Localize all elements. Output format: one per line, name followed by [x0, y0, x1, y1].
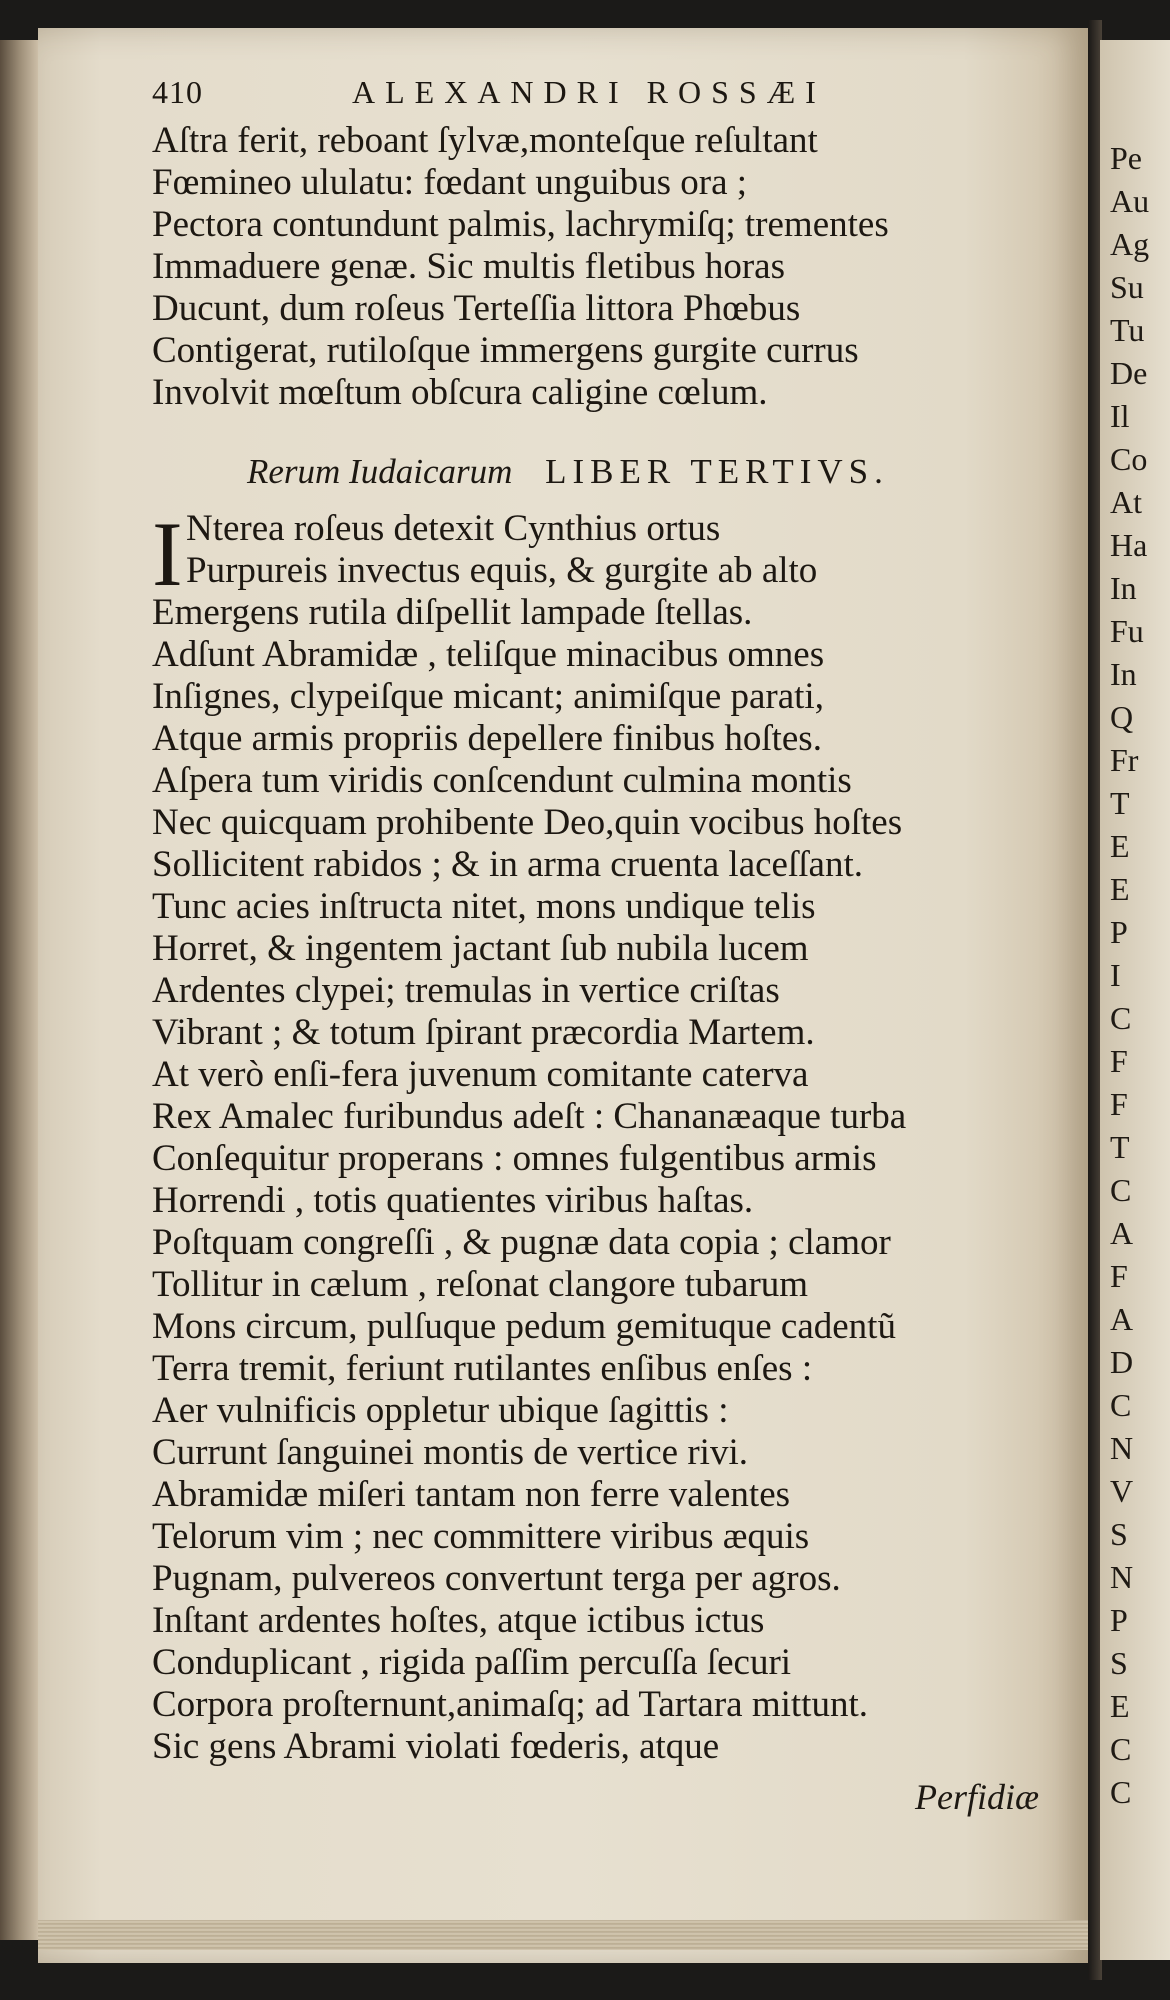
facing-page-line-fragment: F — [1110, 1086, 1128, 1122]
facing-page-line-fragment: N — [1110, 1559, 1134, 1595]
verse-line: Ardentes clypei; tremulas in vertice criſtas — [152, 970, 780, 1011]
verse-line: Nec quicquam prohibente Deo,quin vocibus hoſtes — [152, 802, 903, 843]
verse-line: Poſtquam congreſſi , & pugnæ data copia ; clamor — [152, 1222, 891, 1263]
verse-line: At verò enſi-fera juvenum comitante caterva — [152, 1054, 809, 1095]
facing-page-line-fragment: S — [1110, 1645, 1128, 1681]
facing-page-line-fragment: V — [1110, 1473, 1134, 1509]
facing-page-line-fragment: At — [1110, 484, 1142, 520]
facing-page-line-fragment: Fu — [1110, 613, 1144, 649]
verse-line: Aer vulnificis oppletur ubique ſagittis : — [152, 1390, 729, 1431]
facing-page-line-fragment: De — [1110, 355, 1148, 391]
verse-line: Nterea roſeus detexit Cynthius ortus — [186, 508, 721, 549]
page-bottom-edges — [38, 1920, 1090, 1950]
verse-block-main — [152, 503, 1092, 1768]
facing-page-edge — [1100, 40, 1170, 1960]
facing-page-line-fragment: C — [1110, 1731, 1132, 1767]
facing-page-line-fragment: C — [1110, 1000, 1132, 1036]
verse-line: Purpureis invectus equis, & gurgite ab alto — [186, 550, 818, 591]
facing-page-line-fragment: C — [1110, 1172, 1132, 1208]
page-number: 410 — [152, 74, 203, 110]
facing-page-line-fragment: P — [1110, 1602, 1128, 1638]
drop-capital: I — [152, 503, 183, 605]
facing-page-line-fragment: Il — [1110, 398, 1130, 434]
facing-page-line-fragment: Ha — [1110, 527, 1148, 563]
facing-page-line-fragment: C — [1110, 1774, 1132, 1810]
verse-line: Inſtant ardentes hoſtes, atque ictibus ictus — [152, 1600, 765, 1641]
facing-page-line-fragment: I — [1110, 957, 1121, 993]
facing-page-line-fragment: In — [1110, 656, 1137, 692]
facing-page-line-fragment: E — [1110, 1688, 1130, 1724]
facing-page-line-fragment: D — [1110, 1344, 1134, 1380]
verse-line: Abramidæ miſeri tantam non ferre valentes — [152, 1474, 791, 1515]
facing-page-line-fragment: A — [1110, 1301, 1134, 1337]
facing-page-line-fragment: E — [1110, 828, 1130, 864]
running-head-title: ALEXANDRI ROSSÆI — [352, 74, 826, 110]
facing-page-line-fragment: A — [1110, 1215, 1134, 1251]
page-text — [152, 70, 1092, 1818]
verse-line: Fœmineo ululatu: fœdant unguibus ora ; — [152, 162, 748, 203]
verse-line: Telorum vim ; nec committere viribus æquis — [152, 1516, 810, 1557]
facing-page-line-fragment: Fr — [1110, 742, 1139, 778]
facing-page-line-fragment: Ag — [1110, 226, 1150, 262]
verse-line: Atque armis propriis depellere finibus hoſtes. — [152, 718, 822, 759]
facing-page-line-fragment: E — [1110, 871, 1130, 907]
verse-line: Horret, & ingentem jactant ſub nubila lucem — [152, 928, 809, 969]
verse-line: Immaduere genæ. Sic multis fletibus horas — [152, 246, 785, 287]
facing-page-line-fragment: C — [1110, 1387, 1132, 1423]
verse-line: Currunt ſanguinei montis de vertice rivi. — [152, 1432, 748, 1473]
verse-line: Mons circum, pulſuque pedum gemituque cadentũ — [152, 1306, 896, 1347]
facing-page-line-fragment: T — [1110, 785, 1130, 821]
facing-page-line-fragment: Su — [1110, 269, 1144, 305]
verse-line: Conduplicant , rigida paſſim percuſſa ſecuri — [152, 1642, 792, 1683]
verse-line: Horrendi , totis quatientes viribus haſtas. — [152, 1180, 754, 1221]
verse-line: Ducunt, dum roſeus Terteſſia littora Phœbus — [152, 288, 801, 329]
verse-line: Tunc acies inſtructa nitet, mons undique telis — [152, 886, 816, 927]
running-head — [152, 70, 1092, 120]
facing-page-line-fragment: Q — [1110, 699, 1134, 735]
facing-page-line-fragment: S — [1110, 1516, 1128, 1552]
facing-page-line-fragment: P — [1110, 914, 1128, 950]
facing-page-line-fragment: Tu — [1110, 312, 1145, 348]
facing-page-line-fragment: F — [1110, 1258, 1128, 1294]
facing-page-line-fragment: F — [1110, 1043, 1128, 1079]
facing-page-line-fragment: Co — [1110, 441, 1148, 477]
verse-line: Aſtra ferit, reboant ſylvæ,monteſque reſultant — [152, 120, 818, 161]
verse-line: Conſequitur properans : omnes fulgentibus armis — [152, 1138, 877, 1179]
verse-line: Corpora proſternunt,animaſq; ad Tartara mittunt. — [152, 1684, 868, 1725]
verse-line: Sollicitent rabidos ; & in arma cruenta laceſſant. — [152, 844, 863, 885]
verse-line: Adſunt Abramidæ , teliſque minacibus omnes — [152, 634, 825, 675]
facing-page-line-fragment: Au — [1110, 183, 1150, 219]
facing-page-line-fragment: Pe — [1110, 140, 1142, 176]
verse-line: Aſpera tum viridis conſcendunt culmina montis — [152, 760, 852, 801]
verse-line: Vibrant ; & totum ſpirant præcordia Martem. — [152, 1012, 815, 1053]
verse-line: Involvit mœſtum obſcura caligine cœlum. — [152, 372, 768, 413]
verse-line: Sic gens Abrami violati fœderis, atque — [152, 1726, 720, 1767]
book-heading — [247, 452, 1092, 492]
book-heading-caps: LIBER TERTIVS. — [545, 452, 889, 491]
facing-page-line-fragment: In — [1110, 570, 1137, 606]
verse-line: Contigerat, rutiloſque immergens gurgite currus — [152, 330, 859, 371]
verse-line: Pectora contundunt palmis, lachrymiſq; trementes — [152, 204, 889, 245]
verse-line: Emergens rutila diſpellit lampade ſtellas. — [152, 592, 753, 633]
verse-line: Inſignes, clypeiſque micant; animiſque parati, — [152, 676, 824, 717]
verse-line: Pugnam, pulvereos convertunt terga per agros. — [152, 1558, 841, 1599]
verse-line: Rex Amalec furibundus adeſt : Chananæaque turba — [152, 1096, 907, 1137]
verse-block-top — [152, 120, 1092, 414]
facing-page-line-fragment: T — [1110, 1129, 1130, 1165]
book-heading-italic: Rerum Iudaicarum — [247, 452, 513, 491]
catchword: Perfidiæ — [915, 1777, 1039, 1817]
verse-line: Terra tremit, feriunt rutilantes enſibus enſes : — [152, 1348, 813, 1389]
verse-line: Tollitur in cælum , reſonat clangore tubarum — [152, 1264, 809, 1305]
facing-page-line-fragment: N — [1110, 1430, 1134, 1466]
